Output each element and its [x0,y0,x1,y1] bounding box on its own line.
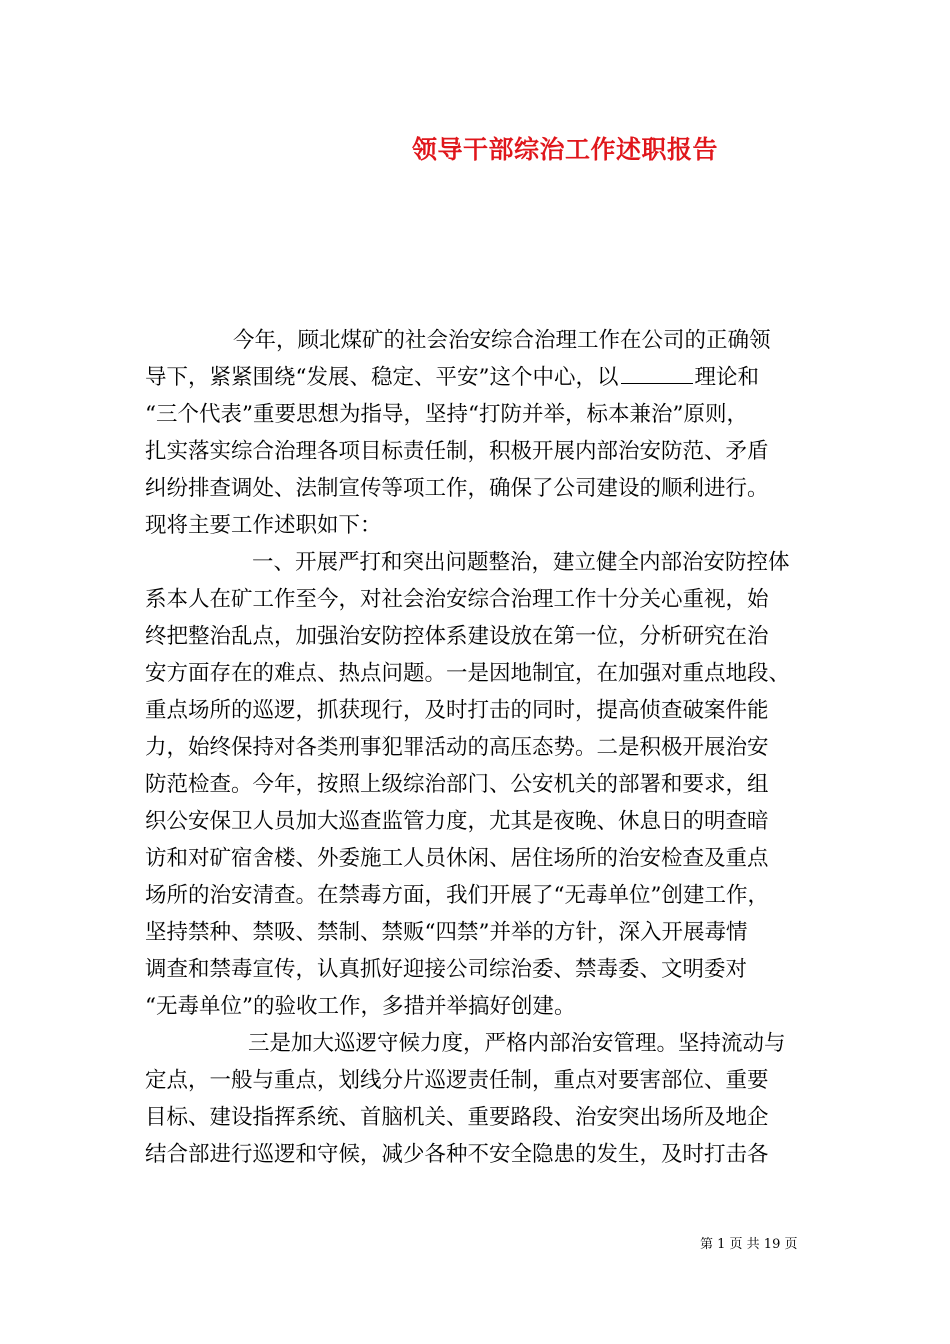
paragraph-line: 结合部进行巡逻和守候，减少各种不安全隐患的发生，及时打击各 [145,1142,769,1167]
paragraph-line: 终把整治乱点，加强治安防控体系建设放在第一位，分析研究在治 [145,624,769,649]
paragraph-intro [145,322,825,544]
paragraph-line: 防范检查。今年，按照上级综治部门、公安机关的部署和要求，组 [145,772,769,797]
paragraph-line: 目标、建设指挥系统、首脑机关、重要路段、治安突出场所及地企 [145,1105,769,1130]
paragraph-line: “三个代表”重要思想为指导，坚持“打防并举，标本兼治”原则， [145,402,748,427]
paragraph-line: 力，始终保持对各类刑事犯罪活动的高压态势。二是积极开展治安 [145,735,769,760]
paragraph-line: 一、开展严打和突出问题整治，建立健全内部治安防控体 [252,550,790,575]
paragraph-line: “无毒单位”的验收工作，多措并举搞好创建。 [145,994,576,1019]
paragraph-line: 访和对矿宿舍楼、外委施工人员休闲、居住场所的治安检查及重点 [145,846,769,871]
fill-in-blank [621,361,693,384]
line-text: 理论和 [694,365,760,390]
paragraph-line: 纠纷排查调处、法制宣传等项工作，确保了公司建设的顺利进行。 [145,476,769,501]
paragraph-line: 调查和禁毒宣传，认真抓好迎接公司综治委、禁毒委、文明委对 [145,957,748,982]
paragraph-line: 定点，一般与重点，划线分片巡逻责任制，重点对要害部位、重要 [145,1068,769,1093]
paragraph-line: 场所的治安清查。在禁毒方面，我们开展了“无毒单位”创建工作， [145,883,769,908]
paragraph-line: 三是加大巡逻守候力度，严格内部治安管理。坚持流动与 [248,1031,786,1056]
paragraph-section-one [145,544,825,1025]
page-number-footer: 第 1 页 共 19 页 [700,1237,798,1252]
paragraph-line: 重点场所的巡逻，抓获现行，及时打击的同时，提高侦查破案件能 [145,698,769,723]
paragraph-line: 现将主要工作述职如下： [145,513,382,538]
paragraph-section-three [145,1025,825,1173]
line-text: 导下，紧紧围绕“发展、稳定、平安”这个中心，以 [145,365,619,390]
paragraph-line: 扎实落实综合治理各项目标责任制，积极开展内部治安防范、矛盾 [145,439,769,464]
paragraph-line: 织公安保卫人员加大巡查监管力度，尤其是夜晚、休息日的明查暗 [145,809,769,834]
paragraph-line: 坚持禁种、禁吸、禁制、禁贩“四禁”并举的方针，深入开展毒情 [145,920,748,945]
paragraph-line: 安方面存在的难点、热点问题。一是因地制宜，在加强对重点地段、 [145,661,791,686]
paragraph-line [145,359,825,396]
paragraph-line: 系本人在矿工作至今，对社会治安综合治理工作十分关心重视，始 [145,587,769,612]
paragraph-line: 今年，顾北煤矿的社会治安综合治理工作在公司的正确领 [233,328,771,353]
document-title: 领导干部综治工作述职报告 [411,135,718,164]
